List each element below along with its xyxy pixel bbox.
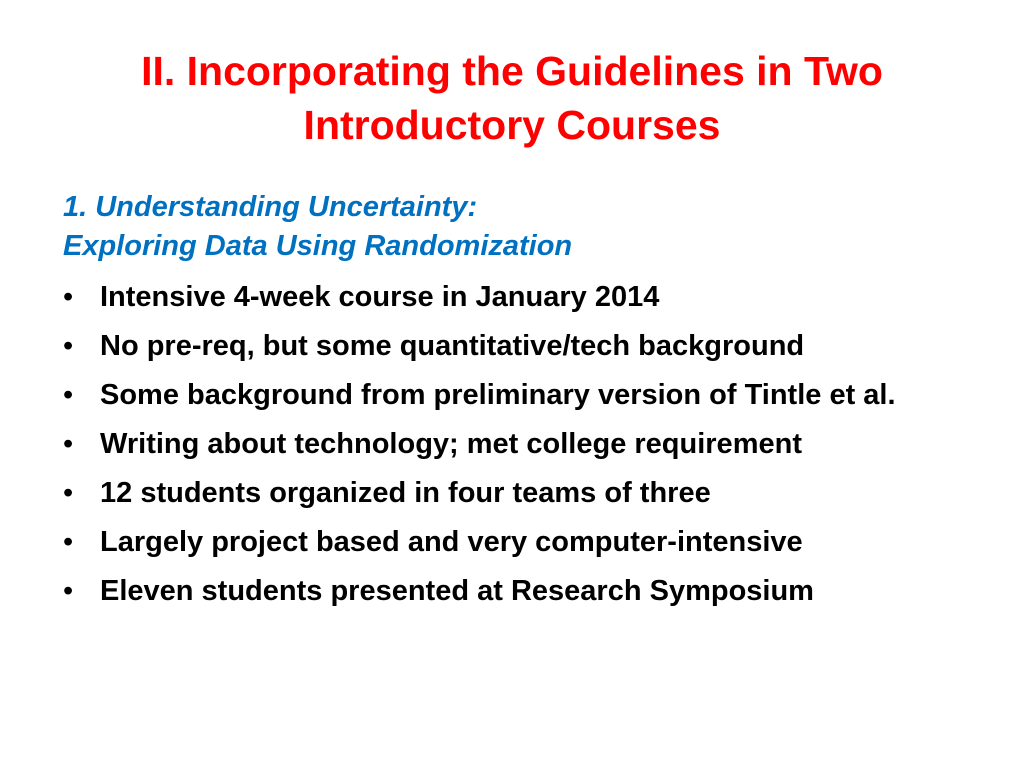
bullet-marker: • [63, 281, 74, 313]
bullet-marker: • [63, 428, 74, 460]
bullet-item [63, 376, 983, 414]
bullet-marker: • [63, 379, 74, 411]
bullet-item [63, 572, 983, 610]
bullet-item [63, 523, 983, 561]
bullet-text: Intensive 4-week course in January 2014 [100, 281, 660, 313]
section-heading-line-2: Exploring Data Using Randomization [63, 230, 573, 262]
bullet-list [63, 278, 983, 621]
section-heading-line-1: 1. Understanding Uncertainty: [63, 191, 478, 223]
bullet-marker: • [63, 575, 74, 607]
bullet-marker: • [63, 477, 74, 509]
bullet-marker: • [63, 330, 74, 362]
bullet-item [63, 425, 983, 463]
bullet-item [63, 474, 983, 512]
bullet-text: 12 students organized in four teams of three [100, 477, 711, 509]
bullet-text: No pre-req, but some quantitative/tech background [100, 330, 805, 362]
slide-title-line-1: II. Incorporating the Guidelines in Two [141, 48, 883, 94]
slide-title [40, 44, 984, 152]
bullet-item [63, 278, 983, 316]
bullet-text: Largely project based and very computer-intensive [100, 526, 803, 558]
section-heading [63, 188, 572, 266]
bullet-item [63, 327, 983, 365]
slide-title-line-2: Introductory Courses [303, 102, 721, 148]
bullet-text: Eleven students presented at Research Symposium [100, 575, 814, 607]
bullet-text: Writing about technology; met college requirement [100, 428, 802, 460]
bullet-text: Some background from preliminary version of Tintle et al. [100, 379, 896, 411]
bullet-marker: • [63, 526, 74, 558]
